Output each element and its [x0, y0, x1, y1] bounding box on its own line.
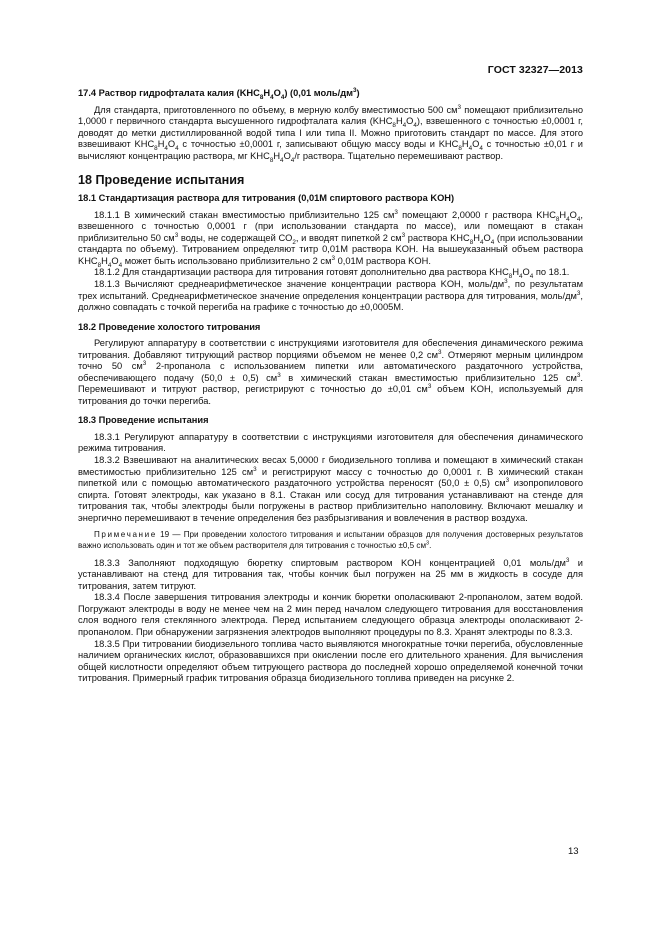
page-content — [78, 88, 583, 685]
paragraph-18-1-2: 18.1.2 Для стандартизации раствора для титрования готовят дополнительно два раствора $KHC_8H_4O_4$ по 18.1. — [94, 267, 570, 281]
paragraph-18-3-4: 18.3.4 После завершения титрования электроды и кончик бюретки ополаскивают 2-пропанолом, затем водой. Погружают электроды в воду не менее чем на 2 мин перед началом следующего титрования для восстановления слоя водного геля стеклянного электрода. Перед испытанием следующего образца электроды ополаскивают 2-пропанолом. При обнаружении загрязнения электродов выполняют процедуры по 8.3. Хранят электроды по 8.3.3. — [78, 592, 583, 637]
section-18-2-title: 18.2 Проведение холостого титрования — [78, 321, 261, 332]
section-18-title: 18 Проведение испытания — [78, 173, 245, 188]
paragraph-18-3-2: 18.3.2 Взвешивают на аналитических весах 5,0000 г биодизельного топлива и помещают в химический стакан вместимостью приблизительно 125 $см^3$ и регистрируют массу с точностью до 0,0001 г. В химический стакан пипеткой или с помощью автоматического раздаточного устройства переносят (50,0 ± 0,5) $см^3$ изопропилового спирта. Готовят электроды, как указано в 8.1. Стакан или сосуд для титрования устанавливают на стенде для титрования так, чтобы электроды были погружены в раствор приблизительно наполовину. Включают мешалку и энергично перемешивают в течение определения без разбрызгивания и вовлечения в раствор воздуха. — [78, 455, 583, 523]
paragraph-18-1-1: 18.1.1 В химический стакан вместимостью приблизительно 125 $см^3$ помещают 2,0000 г раствора $KHC_8H_4O_4$, взвешенного с точностью 0,0001 г (при использовании стандарта по массе), или помещают в стакан приблизительно 50 $см^3$ воды, не содержащей $CO_2$, и вводят пипеткой 2 $см^3$ раствора $KHC_8H_4O_4$ (при использовании стандарта по объему). Титрованием определяют титр 0,01М раствора KOH. На вышеуказанный объем раствора $KHC_8H_4O_4$ может быть использовано приблизительно 2 $см^3$ 0,01М раствора KOH. — [78, 208, 583, 269]
paragraph-18-3-3: 18.3.3 Заполняют подходящую бюретку спиртовым раствором KOH концентрацией 0,01 моль/$дм^3$ и устанавливают на стенд для титрования так, чтобы кончик был погружен на 25 мм в жидкость в сосуде для титрования, затем титруют. — [78, 556, 583, 591]
section-17-4-paragraph: Для стандарта, приготовленного по объему, в мерную колбу вместимостью 500 $см^3$ помещают приблизительно 1,0000 г первичного стандарта высушенного гидрофталата калия $(KHC_8H_4O_4)$, взвешенного с точностью ±0,0001 г, доводят до метки дистиллированной водой типа I или типа II. Можно приготовить стандарт по массе. Для этого взвешивают $KHC_8H_4O_4$ с точностью ±0,0001 г, записывают общую массу воды и $KHC_8H_4O_4$ с точностью ±0,01 г и вычисляют концентрацию раствора, мг $KHC_8H_4O_4/г$ раствора. Тщательно перемешивают раствор. — [78, 103, 583, 164]
section-17-4-title: 17.4 Раствор гидрофталата калия $(KHC_8H_4O_4)$ (0,01 моль/$дм^3$) — [78, 86, 360, 101]
paragraph-18-3-1: 18.3.1 Регулируют аппаратуру в соответствии с инструкциями изготовителя для обеспечения динамического режима титрования. — [78, 431, 583, 454]
note-19 — [78, 530, 583, 550]
paragraph-18-2: Регулируют аппаратуру в соответствии с инструкциями изготовителя для обеспечения динамического режима титрования. Добавляют титрующий раствор порциями объемом не менее 0,2 $см^3$. Отмеряют мерным цилиндром точно 50 $см^3$ 2-пропанола с использованием пипетки или автоматического раздаточного устройства, обеспечивающего подачу (50,0 ± 0,5) $см^3$ в химический стакан вместимостью приблизительно 125 $см^3$. Перемешивают и титруют раствор, регистрируют с точностью до ±0,01 $см^3$ объем KOH, используемый для титрования до точки перегиба. — [78, 338, 583, 406]
standard-header: ГОСТ 32327—2013 — [487, 64, 583, 76]
page-number: 13 — [568, 846, 579, 857]
note-text: 19 — При проведении холостого титрования и испытании образцов для получения достоверных результатов важно использовать один и тот же объем растворителя для титрования с точностью ±0,5 $см^3$. — [78, 530, 583, 550]
note-label: Примечание — [94, 530, 157, 540]
section-18-3-title: 18.3 Проведение испытания — [78, 415, 209, 426]
section-18-1-title: 18.1 Стандартизация раствора для титрования (0,01М спиртового раствора KOH) — [78, 193, 455, 204]
paragraph-18-1-3: 18.1.3 Вычисляют среднеарифметическое значение концентрации раствора KOH, моль/$дм^3$, по результатам трех испытаний. Среднеарифметическое значение определения концентрации раствора для титрования, моль/$дм^3$, должно совпадать с точкой перегиба на графике с точностью до ±0,0005М. — [78, 277, 583, 313]
paragraph-18-3-5: 18.3.5 При титровании биодизельного топлива часто выявляются многократные точки перегиба, обусловленные наличием органических кислот, образовавшихся при окислении после его длительного хранения. Для вычисления общей кислотности определяют объем титрующего раствора до последней хорошо определяемой конечной точки титрования. Примерный график титрования образца биодизельного топлива приведен на рисунке 2. — [78, 638, 583, 684]
